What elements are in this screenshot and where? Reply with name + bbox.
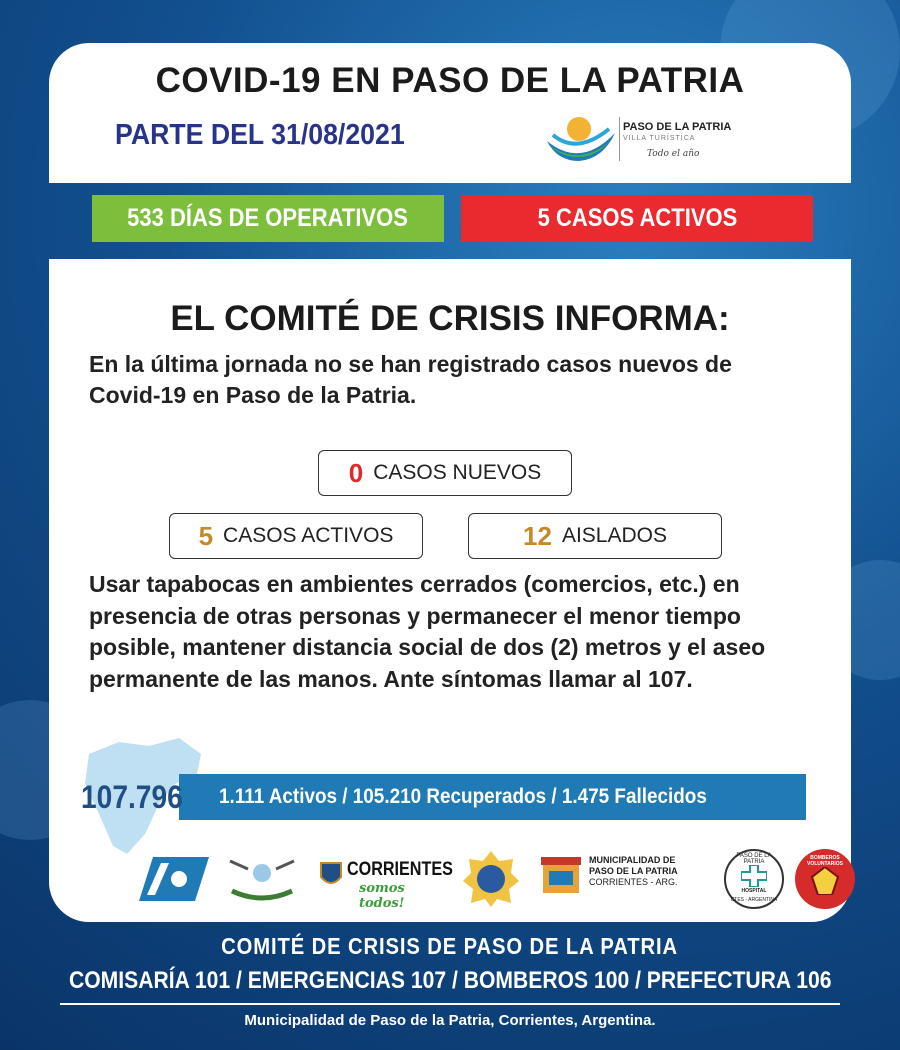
new-cases-value: 0 [348,457,364,488]
hospital-bottom-text: CTES - ARGENTINA [730,897,778,903]
main-card [49,259,851,922]
municipalidad-line1: MUNICIPALIDAD DE [589,855,676,865]
corrientes-logo [319,857,453,911]
logo-tagline: Todo el año [647,149,700,159]
footer-committee [0,933,900,960]
municipalidad-line2: PASO DE LA PATRIA [589,866,678,876]
footer-municipality: Municipalidad de Paso de la Patria, Corrientes, Argentina. [244,1012,656,1029]
report-date: PARTE DEL 31/08/2021 [115,119,405,151]
laurel-emblem-icon [224,855,300,901]
isolated-value: 12 [523,520,552,551]
bomberos-text: BOMBEROS VOLUNTARIOS [806,855,844,867]
page-title: COVID-19 EN PASO DE LA PATRIA [155,61,745,100]
footer-committee-text: COMITÉ DE CRISIS DE PASO DE LA PATRIA [221,933,679,959]
crisis-heading: EL COMITÉ DE CRISIS INFORMA: [170,299,730,338]
advice-text: Usar tapabocas en ambientes cerrados (comercios, etc.) en presencia de otras personas y permanecer el menor tiempo posible, mantener distancia social de dos (2) metros y el aseo permanente de las manos. Ante síntomas llamar al 107. [89,571,766,692]
municipalidad-text [589,855,678,888]
hospital-logo [724,849,784,909]
logo-name: PASO DE LA PATRIA [623,121,732,133]
prefectura-logo-icon [139,857,209,901]
days-operative-label: 533 DÍAS DE OPERATIVOS [127,204,409,232]
new-cases-label: CASOS NUEVOS [373,461,542,484]
sun-wave-logo-icon [543,111,618,169]
bomberos-logo [795,849,855,909]
corrientes-shield-icon [319,861,343,889]
corrientes-tagline: somos todos! [359,881,405,911]
active-cases-box-label: CASOS ACTIVOS [223,524,394,547]
header-card [49,43,851,183]
days-operative-badge [92,195,444,242]
province-total: 107.796 [81,779,183,815]
logo-subtitle: VILLA TURÍSTICA [623,135,696,142]
isolated-box [468,513,722,559]
institution-logos [139,849,844,914]
province-stats-bar [179,774,806,820]
municipal-building-icon [539,853,583,899]
hospital-top-text: PASO DE LA PATRIA [736,853,772,865]
intro-text: En la última jornada no se han registrado casos nuevos de Covid-19 en Paso de la Patria. [89,351,732,408]
firefighter-crest-icon [810,867,840,895]
isolated-label: AISLADOS [561,524,667,547]
active-cases-label: 5 CASOS ACTIVOS [537,204,737,232]
hospital-mid-text: HOSPITAL [741,888,767,894]
hospital-cross-icon [741,865,767,887]
municipalidad-line3: CORRIENTES - ARG. [589,877,678,887]
police-badge-icon [461,849,521,909]
active-cases-box [169,513,423,559]
footer-phones-text: COMISARÍA 101 / EMERGENCIAS 107 / BOMBEROS 100 / PREFECTURA 106 [68,967,832,994]
active-cases-badge [461,195,813,242]
paso-de-la-patria-logo [543,111,743,171]
logo-divider [619,117,620,161]
province-summary: 1.111 Activos / 105.210 Recuperados / 1.475 Fallecidos [219,785,707,808]
corrientes-label: CORRIENTES [347,859,453,880]
municipalidad-logo [539,849,699,909]
new-cases-box [318,450,572,496]
footer-divider [60,1003,840,1005]
footer-phones [0,967,900,995]
active-cases-value: 5 [198,520,214,551]
